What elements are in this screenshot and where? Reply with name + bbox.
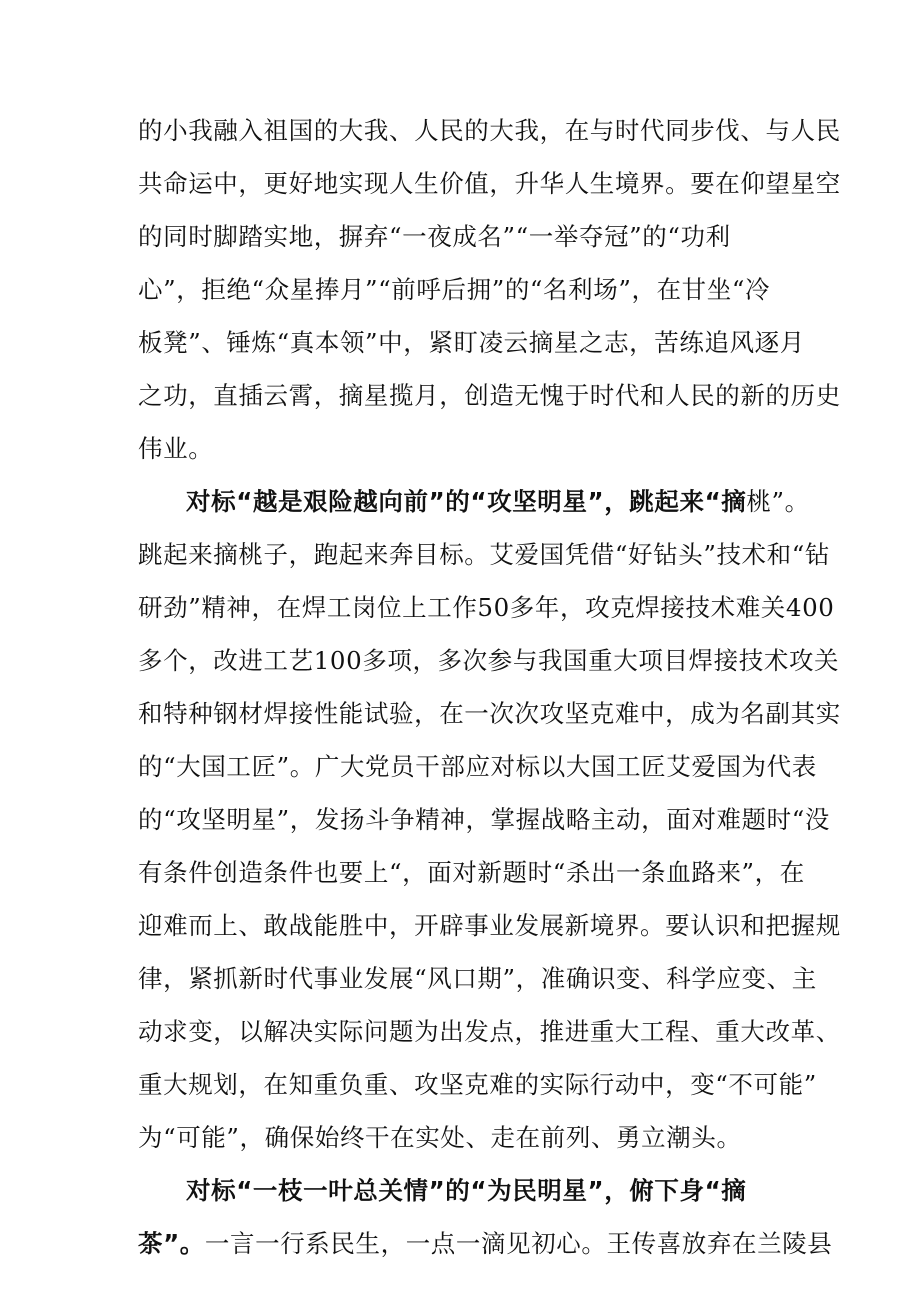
paragraph-2-line-4: 和特种钢材焊接性能试验，在一次次攻坚克难中，成为名副其实 xyxy=(138,699,841,728)
paragraph-2-line-11: 重大规划，在知重负重、攻坚克难的实际行动中，变“不可能” xyxy=(138,1070,817,1099)
paragraph-1-line-1: 的小我融入祖国的大我、人民的大我，在与时代同步伐、与人民 xyxy=(138,116,841,145)
paragraph-2-heading xyxy=(186,487,810,517)
paragraph-1-line-2: 共命运中，更好地实现人生价值，升华人生境界。要在仰望星空 xyxy=(138,169,841,198)
paragraph-3-heading-end: 茶”。 xyxy=(138,1229,205,1258)
paragraph-2-heading-normal: 桃”。 xyxy=(746,487,810,516)
paragraph-2-line-9: 律，紧抓新时代事业发展“风口期”，准确识变、科学应变、主 xyxy=(138,964,817,993)
paragraph-2-line-2: 研劲”精神，在焊工岗位上工作50多年，攻克焊接技术难关400 xyxy=(138,593,835,622)
paragraph-2-line-6: 的“攻坚明星”，发扬斗争精神，掌握战略主动，面对难题时“没 xyxy=(138,805,830,834)
paragraph-2-heading-bold: 对标“越是艰险越向前”的“攻坚明星”，跳起来“摘 xyxy=(186,487,747,516)
paragraph-3-continuation: 一言一行系民生，一点一滴见初心。王传喜放弃在兰陵县 xyxy=(204,1229,833,1258)
paragraph-2-line-10: 动求变，以解决实际问题为出发点，推进重大工程、重大改革、 xyxy=(138,1017,841,1046)
paragraph-3-heading: 对标“一枝一叶总关情”的“为民明星”，俯下身“摘 xyxy=(186,1176,747,1205)
paragraph-3-line-1 xyxy=(138,1229,833,1259)
paragraph-2-line-5: 的“大国工匠”。广大党员干部应对标以大国工匠艾爱国为代表 xyxy=(138,752,817,781)
paragraph-2-line-12: 为“可能”，确保始终干在实处、走在前列、勇立潮头。 xyxy=(138,1123,742,1152)
paragraph-2-line-1: 跳起来摘桃子，跑起来奔目标。艾爱国凭借“好钻头”技术和“钻 xyxy=(138,540,830,569)
paragraph-2-line-8: 迎难而上、敢战能胜中，开辟事业发展新境界。要认识和把握规 xyxy=(138,911,841,940)
paragraph-2-line-7: 有条件创造条件也要上“，面对新题时“杀出一条血路来”，在 xyxy=(138,858,805,887)
paragraph-2-line-3: 多个，改进工艺100多项，多次参与我国重大项目焊接技术攻关 xyxy=(138,646,840,675)
paragraph-1-line-3: 的同时脚踏实地，摒弃“一夜成名”“一举夺冠”的“功利 xyxy=(138,222,731,251)
paragraph-1-line-6: 之功，直插云霄，摘星揽月，创造无愧于时代和人民的新的历史 xyxy=(138,381,841,410)
paragraph-1-line-4: 心”，拒绝“众星捧月”“前呼后拥”的“名利场”，在甘坐“冷 xyxy=(138,275,771,304)
paragraph-1-line-7: 伟业。 xyxy=(138,434,214,463)
paragraph-1-line-5: 板凳”、锤炼“真本领”中，紧盯凌云摘星之志，苦练追风逐月 xyxy=(138,328,805,357)
